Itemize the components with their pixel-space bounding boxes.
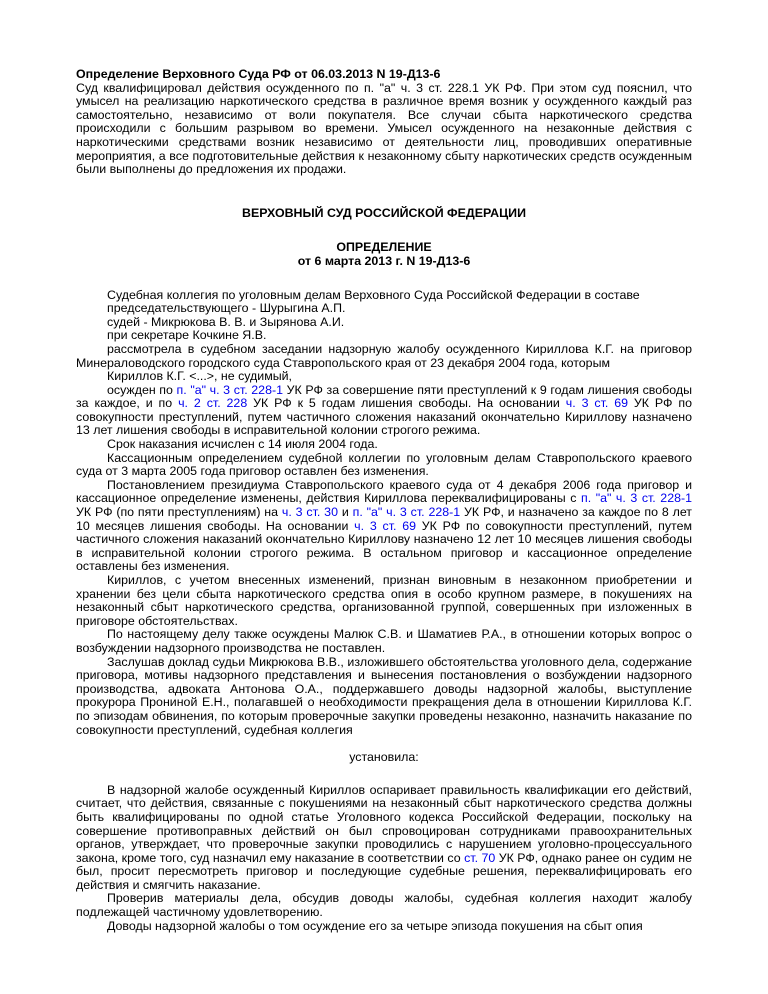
court-name: ВЕРХОВНЫЙ СУД РОССИЙСКОЙ ФЕДЕРАЦИИ — [242, 205, 526, 220]
paragraph-cassation: Кассационным определением судебной коллегии по уголовным делам Ставропольского краевого суда от 3 марта 2005 года приговор оставлен без изменения. — [76, 450, 692, 479]
text-span: УК РФ по совокупности преступлений, путем частичного сложения наказаний окончательно Кириллову назначено 12 лет 10 месяцев лишения свободы в исправительной колонии строгого режима. В остальном приговор и кассационное определение оставлены без изменения. — [76, 518, 692, 574]
text-span: УК РФ (по пяти преступлениям) на — [76, 505, 282, 520]
document-summary: Суд квалифицировал действия осужденного по п. "а" ч. 3 ст. 228.1 УК РФ. При этом суд пояснил, что умысел на реализацию наркотического средства в различное время возник у осужденного каждый раз самостоятельно, независимо от воли покупателя. Все случаи сбыта наркотического средства происходили с большим разрывом во времени. Умысел осужденного на незаконные действия с наркотическими средствами возник независимо от деятельности лиц, проводивших оперативные мероприятия, а все подготовительные действия к незаконному сбыту наркотических средств осужденным были выполнены до предложения их продажи. — [76, 80, 692, 177]
text-span: осужден по — [107, 382, 177, 397]
document-title: Определение Верховного Суда РФ от 06.03.2013 N 19-Д13-6 — [76, 67, 441, 81]
intro-line: Кириллов К.Г. <...>, не судимый, — [107, 369, 292, 384]
law-link[interactable]: ч. 3 ст. 69 — [354, 518, 417, 533]
document-type: ОПРЕДЕЛЕНИЕ — [336, 240, 432, 255]
paragraph-guilty: Кириллов, с учетом внесенных изменений, признан виновным в незаконном приобретении и хранении без цели сбыта наркотического средства опия в особо крупном размере, в покушениях на незаконный сбыт наркотического средства, организованной группой, совершенных при изложенных в приговоре обстоятельствах. — [76, 573, 692, 628]
intro-line: судей - Микрюкова В. В. и Зырянова А.И. — [107, 314, 345, 329]
paragraph-last: Доводы надзорной жалобы о том осуждение его за четыре эпизода покушения на сбыт опия — [107, 918, 643, 933]
law-link[interactable]: п. "а" ч. 3 ст. 228-1 — [581, 491, 692, 506]
law-link[interactable]: ст. 70 — [464, 850, 496, 865]
paragraph-sentence — [76, 384, 692, 438]
paragraph-others: По настоящему делу также осуждены Малюк С.В. и Шаматиев Р.А., в отношении которых вопрос о возбуждении надзорного производства не поставлен. — [76, 627, 692, 655]
intro-line: Судебная коллегия по уголовным делам Верховного Суда Российской Федерации в составе — [107, 287, 640, 302]
law-link[interactable]: п. "а" ч. 3 ст. 228-1 — [176, 382, 283, 397]
law-link[interactable]: п. "а" ч. 3 ст. 228-1 — [352, 505, 461, 520]
paragraph-complaint — [76, 784, 692, 893]
intro-line: председательствующего - Шурыгина А.П. — [107, 301, 346, 316]
established-heading: установила: — [349, 750, 419, 765]
law-link[interactable]: ч. 2 ст. 228 — [178, 396, 248, 411]
text-span: УК РФ к 5 годам лишения свободы. На основании — [247, 396, 566, 411]
document-page — [76, 68, 692, 933]
law-link[interactable]: ч. 3 ст. 30 — [281, 505, 338, 520]
text-span: Постановлением президиума Ставропольского краевого суда от 4 декабря 2006 года приговор и кассационное определение изменены, действия Кириллова переквалифицированы с — [76, 477, 692, 506]
text-span: В надзорной жалобе осужденный Кириллов оспаривает правильность квалификации его действий, считает, что действия, связанные с покушениями на незаконный сбыт наркотического средства должны быть квалифицированы по одной статье Уголовного кодекса Российской Федерации, поскольку на совершение противоправных действий он был спровоцирован сотрудниками правоохранительных органов, утверждает, что проверочные закупки проводились с нарушением уголовно-процессуального закона, кроме того, суд назначил ему наказание в соответствии со — [76, 782, 692, 865]
text-span: УК РФ, и назначено за каждое по 8 лет 10 месяцев лишения свободы. На основании — [76, 505, 692, 533]
text-span: УК РФ по совокупности преступлений, путем частичного сложения наказаний окончательно Кириллову назначено 13 лет лишения свободы в исправительной колонии строгого режима. — [76, 396, 692, 438]
paragraph-checked: Проверив материалы дела, обсудив доводы жалобы, судебная коллегия находит жалобу подлежащей частичному удовлетворению. — [76, 891, 692, 920]
intro-line: при секретаре Кочкине Я.В. — [107, 328, 267, 343]
text-span: УК РФ за совершение пяти преступлений к 9 годам лишения свободы за каждое, и по — [76, 382, 692, 411]
text-span: и — [337, 505, 353, 520]
paragraph-term: Срок наказания исчислен с 14 июля 2004 года. — [107, 437, 378, 452]
paragraph-heard: Заслушав доклад судьи Микрюкова В.В., изложившего обстоятельства уголовного дела, содержание приговора, мотивы надзорного представления и вынесения постановления о возбуждении надзорного производства, адвоката Антонова О.А., поддержавшего доводы надзорной жалобы, выступление прокурора Прониной Е.Н., полагавшей о необходимости прекращения дела в отношении Кириллова К.Г. по эпизодам обвинения, по которым проверочные закупки проведены незаконно, назначить наказание по совокупности преступлений, судебная коллегия — [76, 654, 692, 737]
paragraph-presidium — [76, 479, 692, 574]
text-span: УК РФ, однако ранее он судим не был, просит пересмотреть приговор и последующие судебные решения, переквалифицировать его действия и смягчить наказание. — [76, 850, 693, 892]
law-link[interactable]: ч. 3 ст. 69 — [565, 396, 629, 411]
intro-paragraph: рассмотрела в судебном заседании надзорную жалобу осужденного Кириллова К.Г. на приговор Минераловодского городского суда Ставропольского края от 23 декабря 2004 года, которым — [76, 341, 692, 370]
document-date: от 6 марта 2013 г. N 19-Д13-6 — [297, 253, 471, 268]
